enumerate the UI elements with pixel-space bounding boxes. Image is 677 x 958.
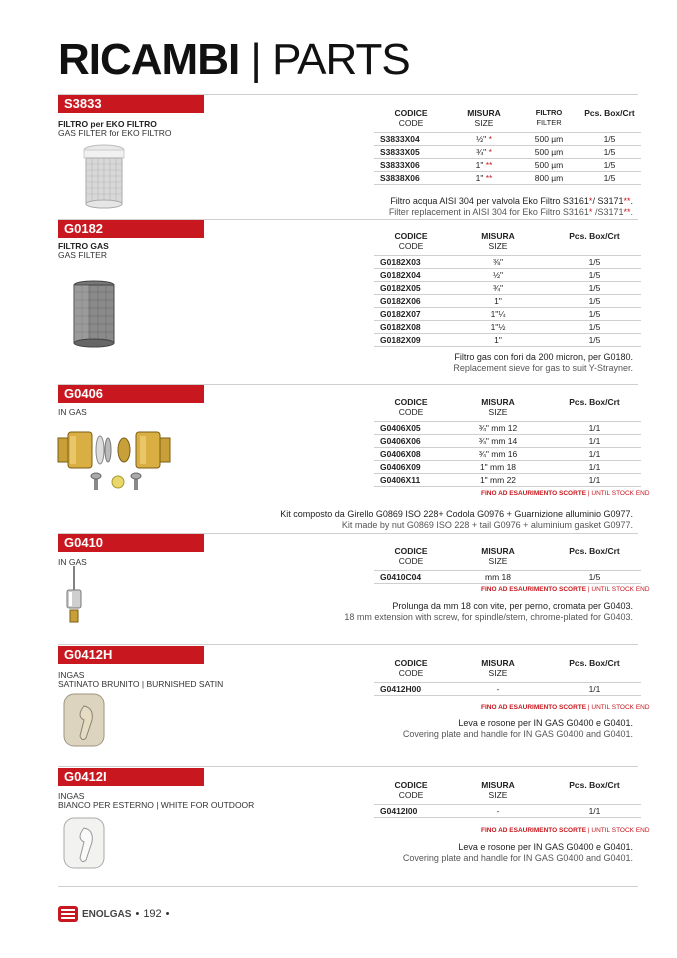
parts-table [374,231,641,347]
stock-notice: FINO AD ESAURIMENTO SCORTE | UNTIL STOCK END [481,490,650,497]
section-note-it: Filtro gas con fori da 200 micron, per G0180. [454,352,633,362]
section-note-it: Kit composto da Girello G0869 ISO 228+ Codola G0976 + Guarnizione alluminio G0977. [280,509,633,519]
filter-cartridge-image [74,144,134,210]
stock-notice: FINO AD ESAURIMENTO SCORTE | UNTIL STOCK END [481,704,650,711]
page-footer [58,906,170,922]
col-header-pcs: Pcs. Box/Crt [569,397,620,407]
chrome-extension-image [62,566,86,628]
section-desc-en: GAS FILTER for EKO FILTRO [58,128,172,138]
footer-divider [58,886,638,887]
section-divider [58,644,638,645]
enolgas-logo-icon [58,906,78,922]
parts-table [374,546,641,584]
col-header-code: CODICE CODE [394,658,428,678]
section-note-en: Covering plate and handle for IN GAS G0400 and G0401. [402,729,633,739]
section-desc-en: GAS FILTER [58,250,107,260]
white-plate-handle-image [62,816,108,872]
col-header-pcs: Pcs. Box/Crt [569,546,620,556]
section-note-it: Prolunga da mm 18 con vite, per perno, cromata per G0403. [392,601,633,611]
stock-notice: FINO AD ESAURIMENTO SCORTE | UNTIL STOCK END [481,586,650,593]
section-note-en: Covering plate and handle for IN GAS G0400 and G0401. [402,853,633,863]
footer-bullet: • [165,908,170,920]
table-row: S3838X06 1" ** 800 µm 1/5 [374,172,641,185]
section-desc-en: IN GAS [58,407,87,417]
col-header-code: CODICE CODE [394,546,428,566]
page-number: 192 [143,908,162,920]
table-row: G0182X05 ¾" 1/5 [374,282,641,295]
section-code-tag: G0412H [58,646,204,664]
table-row: G0406X09 1" mm 18 1/1 [374,461,641,474]
table-row: G0182X09 1" 1/5 [374,334,641,347]
col-header-code: CODICE CODE [394,231,428,251]
footer-brand: ENOLGAS [82,908,132,920]
section-desc-en: BIANCO PER ESTERNO | WHITE FOR OUTDOOR [58,800,255,810]
section-note-it: Leva e rosone per IN GAS G0400 e G0401. [458,718,633,728]
page-title: RICAMBI | PARTS [58,35,410,84]
col-header-code: CODICE CODE [394,108,428,128]
col-header-code: CODICE CODE [394,780,428,800]
table-row: G0406X06 ¾" mm 14 1/1 [374,435,641,448]
fitting-kit-image [56,422,174,496]
col-header-code: CODICE CODE [394,397,428,417]
table-row: G0182X08 1"½ 1/5 [374,321,641,334]
col-header-pcs: Pcs. Box/Crt [569,231,620,241]
section-code-tag: G0406 [58,385,204,403]
section-note-it: Leva e rosone per IN GAS G0400 e G0401. [458,842,633,852]
section-desc-it: FILTRO per EKO FILTRO [58,119,157,129]
parts-table [374,397,641,487]
section-code-tag: G0182 [58,220,204,238]
table-row: G0182X07 1"¼ 1/5 [374,308,641,321]
table-row: G0182X03 ⅜" 1/5 [374,256,641,269]
table-row: G0410C04 mm 18 1/5 [374,571,641,584]
table-row: G0406X05 ¾" mm 12 1/1 [374,422,641,435]
col-header-size: MISURA SIZE [481,658,515,678]
stock-notice: FINO AD ESAURIMENTO SCORTE | UNTIL STOCK END [481,827,650,834]
section-note-en: Filter replacement in AISI 304 for Eko Filtro S3161* /S3171**. [388,207,633,217]
table-row: G0406X11 1" mm 22 1/1 [374,474,641,487]
section-code-tag: G0410 [58,534,204,552]
parts-table [374,108,641,185]
section-desc-en: IN GAS [58,557,87,567]
parts-table [374,658,641,696]
table-row: G0406X08 ¾" mm 16 1/1 [374,448,641,461]
col-header-size: MISURA SIZE [481,231,515,251]
section-desc-it: FILTRO GAS [58,241,109,251]
col-header-size: MISURA SIZE [481,780,515,800]
section-desc-it: INGAS [58,791,85,801]
col-header-size: MISURA SIZE [481,546,515,566]
section-note-en: 18 mm extension with screw, for spindle/stem, chrome-plated for G0403. [344,612,633,622]
gas-sieve-image [68,280,120,350]
section-divider [58,766,638,767]
table-row: S3833X06 1" ** 500 µm 1/5 [374,159,641,172]
section-code-tag: G0412I [58,768,204,786]
col-header-size: MISURA SIZE [467,108,501,128]
section-desc-en: SATINATO BRUNITO | BURNISHED SATIN [58,679,224,689]
table-row: G0412I00 - 1/1 [374,805,641,818]
table-row: S3833X04 ½" * 500 µm 1/5 [374,133,641,146]
col-header-filter: FILTRO FILTER [535,108,563,127]
col-header-pcs: Pcs. Box/Crt [569,658,620,668]
table-row: S3833X05 ¾" * 500 µm 1/5 [374,146,641,159]
table-row: G0182X06 1" 1/5 [374,295,641,308]
col-header-pcs: Pcs. Box/Crt [569,780,620,790]
satin-plate-handle-image [62,692,108,752]
table-row: G0182X04 ½" 1/5 [374,269,641,282]
parts-table [374,780,641,818]
table-row: G0412H00 - 1/1 [374,683,641,696]
section-note-en: Replacement sieve for gas to suit Y-Strayner. [453,363,633,373]
section-note-it: Filtro acqua AISI 304 per valvola Eko Filtro S3161*/ S3171**. [390,196,633,206]
section-note-en: Kit made by nut G0869 ISO 228 + tail G0976 + aluminium gasket G0977. [341,520,633,530]
section-desc-it: INGAS [58,670,85,680]
col-header-size: MISURA SIZE [481,397,515,417]
footer-bullet: • [135,908,140,920]
col-header-pcs: Pcs. Box/Crt [584,108,635,118]
section-code-tag: S3833 [58,95,204,113]
